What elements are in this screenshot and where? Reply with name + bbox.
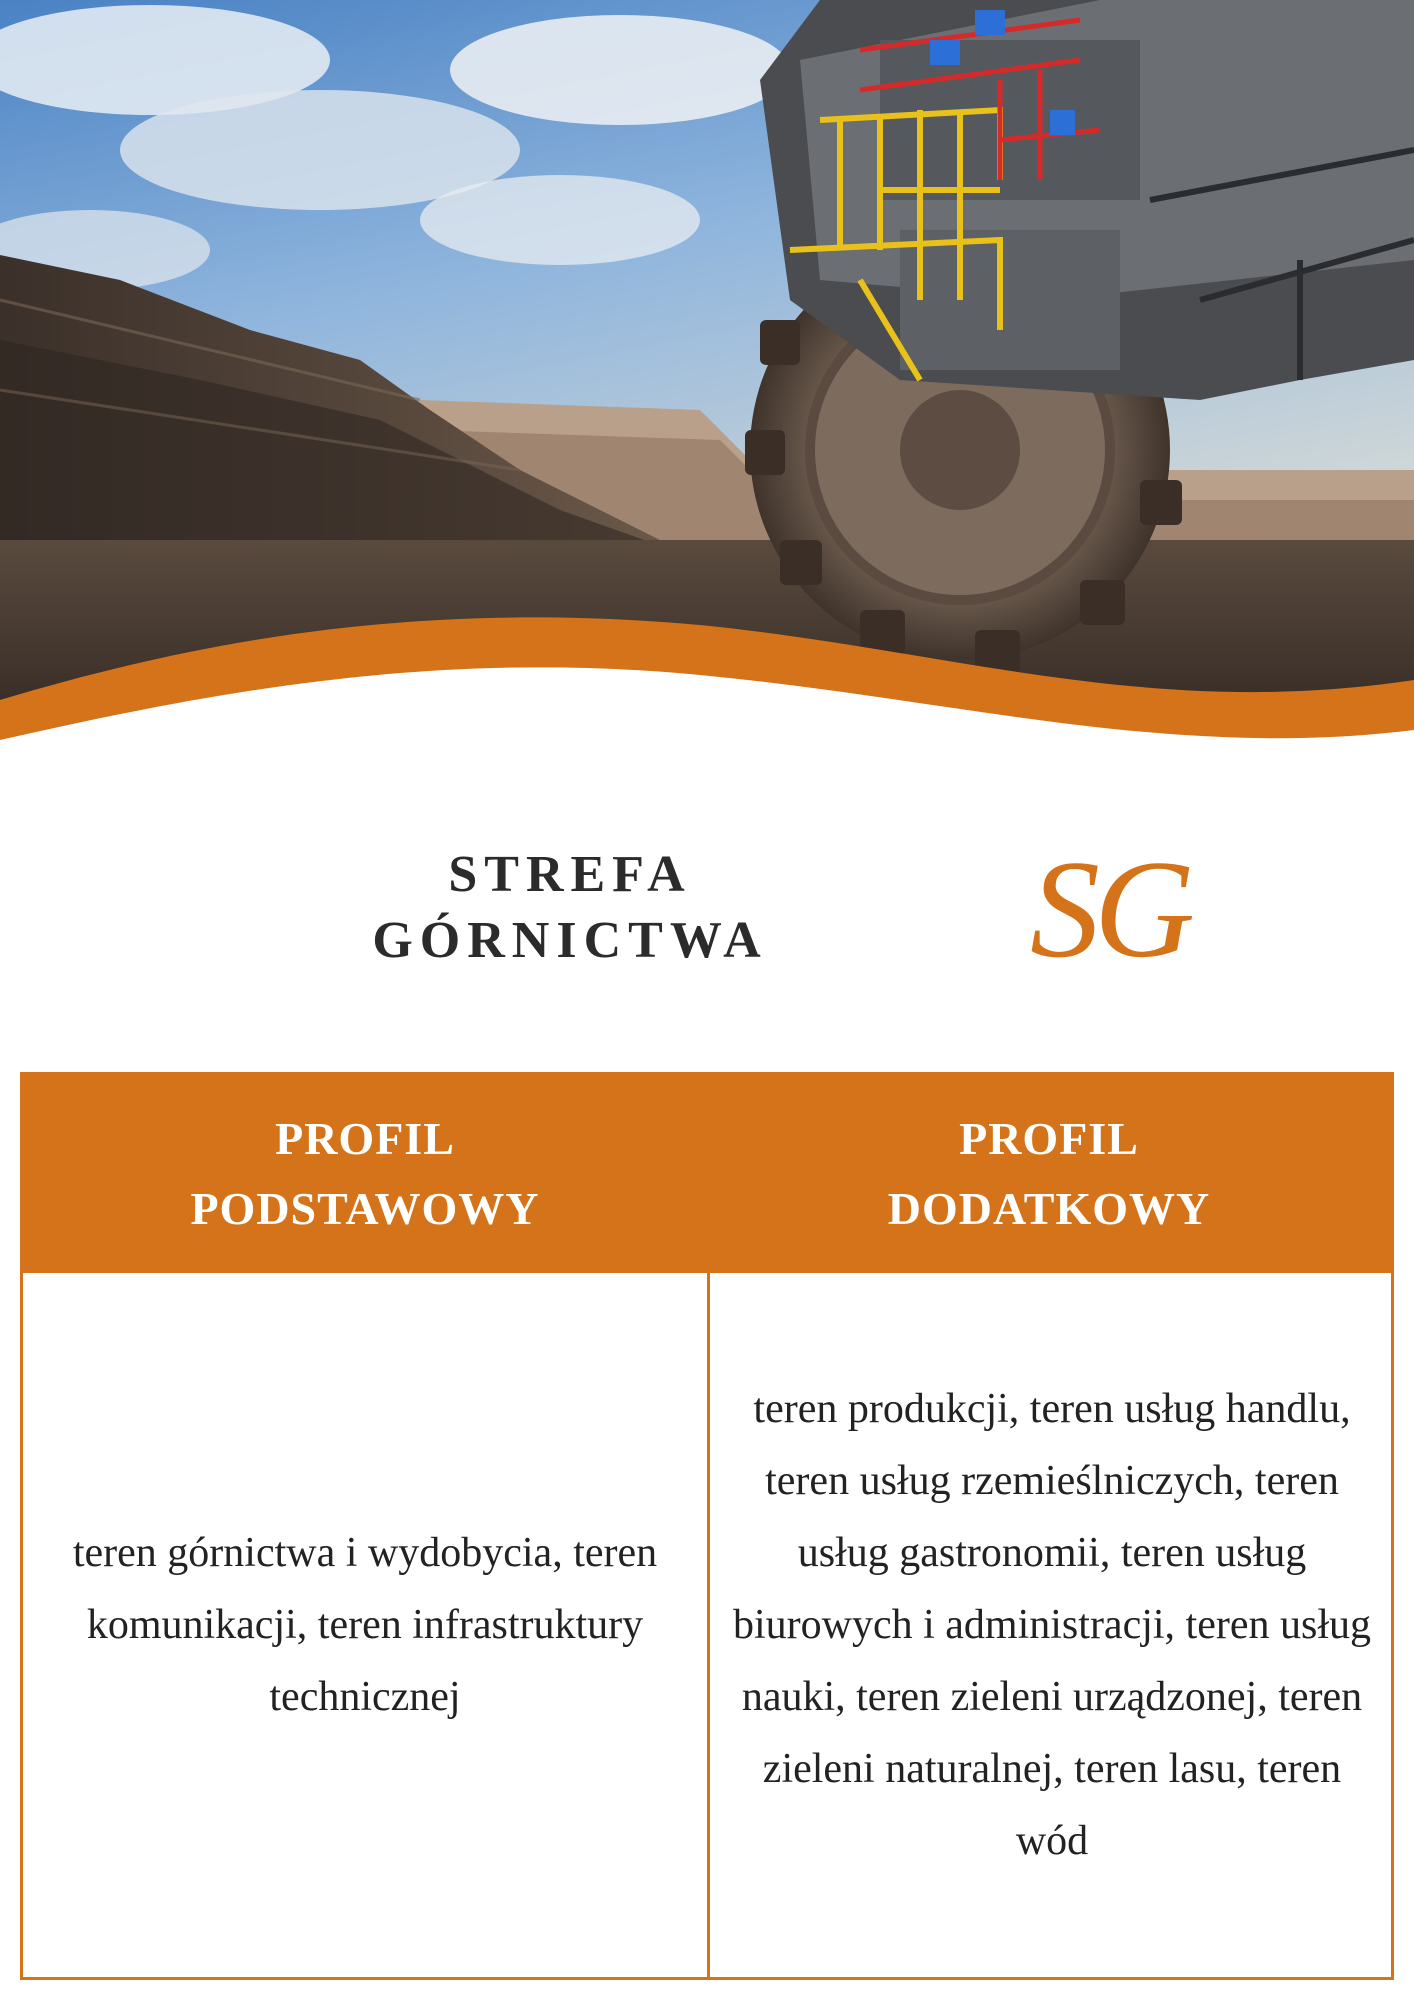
header-profil-dodatkowy [707,1075,1391,1273]
title-line-2: GÓRNICTWA [372,912,768,969]
right-body-text: teren produkcji, teren usług handlu, teren usług rzemieślniczych, teren usług gastronomii, teren usług biurowych i administracji, teren usług nauki, teren zieleni urządzonej, teren zieleni naturalnej, teren lasu, teren wód [732,1386,1372,1864]
hero-image [0,0,1414,760]
cell-profil-podstawowy [23,1273,707,1977]
sg-logo: SG [1030,832,1190,987]
header-left-line-2: PODSTAWOWY [190,1183,540,1234]
left-body-text: teren górnictwa i wydobycia, teren komunikacji, teren infrastruktury technicznej [72,1530,658,1720]
profile-table [20,1072,1394,1980]
cell-profil-dodatkowy [710,1273,1394,1977]
title-line-1: STREFA [448,846,692,903]
header-profil-podstawowy [23,1075,707,1273]
mining-excavator-photo-icon [0,0,1414,760]
header-left-line-1: PROFIL [275,1113,455,1164]
table-header-row [23,1075,1391,1273]
header-right-line-2: DODATKOWY [887,1183,1211,1234]
page-title [300,842,840,974]
header-right-line-1: PROFIL [959,1113,1139,1164]
